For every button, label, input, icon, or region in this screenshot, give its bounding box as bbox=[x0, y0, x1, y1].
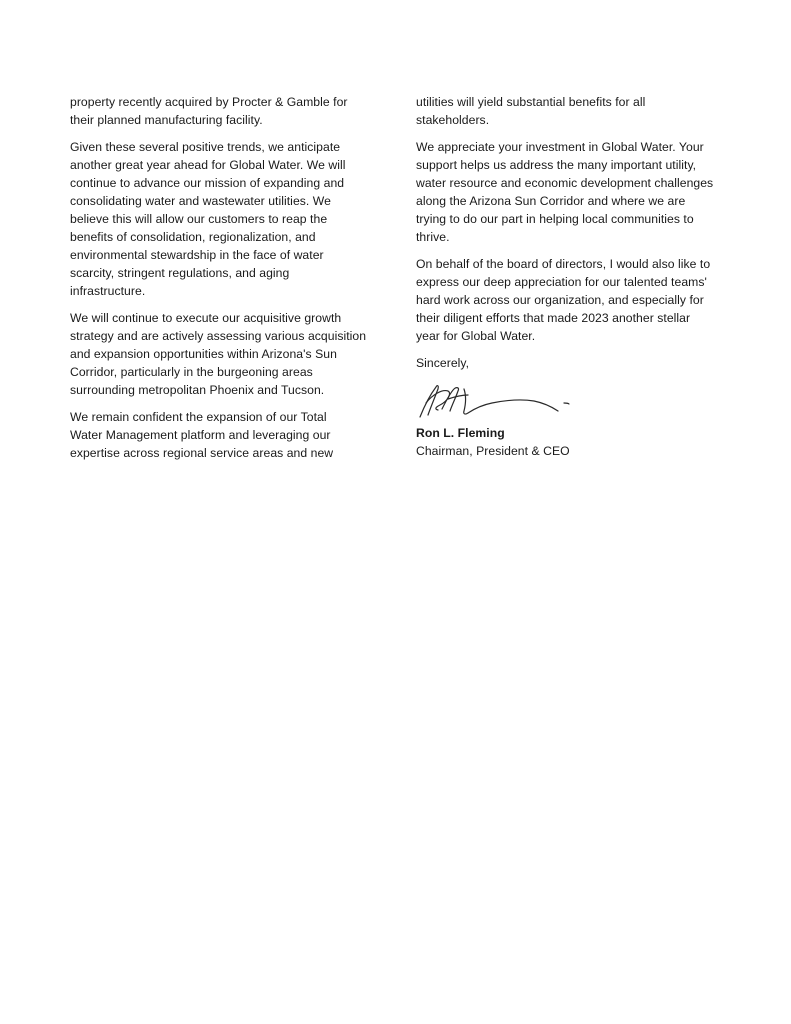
text-line: Water Management platform and leveraging our bbox=[70, 428, 331, 442]
text-line: express our deep appreciation for our talented teams' bbox=[416, 275, 707, 289]
text-line: We will continue to execute our acquisitive growth bbox=[70, 311, 342, 325]
text-line: their diligent efforts that made 2023 another stellar bbox=[416, 311, 691, 325]
text-line: their planned manufacturing facility. bbox=[70, 113, 263, 127]
text-line: another great year ahead for Global Water. We will bbox=[70, 158, 346, 172]
text-line: utilities will yield substantial benefits for all bbox=[416, 95, 646, 109]
text-line: support helps us address the many important utility, bbox=[416, 158, 697, 172]
right-column bbox=[416, 93, 736, 460]
signer-name: Ron L. Fleming bbox=[416, 426, 505, 440]
signature-image bbox=[412, 381, 582, 423]
text-line: year for Global Water. bbox=[416, 329, 536, 343]
text-line: consolidating water and wastewater utilities. We bbox=[70, 194, 331, 208]
closing bbox=[416, 354, 736, 372]
text-line: trying to do our part in helping local communities to bbox=[416, 212, 694, 226]
signer-title: Chairman, President & CEO bbox=[416, 444, 570, 458]
text-line: environmental stewardship in the face of water bbox=[70, 248, 324, 262]
paragraph bbox=[70, 138, 388, 300]
paragraph bbox=[70, 93, 388, 129]
text-line: surrounding metropolitan Phoenix and Tucson. bbox=[70, 383, 325, 397]
text-line: believe this will allow our customers to reap the bbox=[70, 212, 328, 226]
paragraph bbox=[70, 309, 388, 399]
text-line: along the Arizona Sun Corridor and where we are bbox=[416, 194, 686, 208]
paragraph bbox=[70, 408, 388, 462]
text-line: expertise across regional service areas and new bbox=[70, 446, 334, 460]
paragraph bbox=[416, 93, 736, 129]
text-line: property recently acquired by Procter & Gamble for bbox=[70, 95, 348, 109]
text-line: We appreciate your investment in Global Water. Your bbox=[416, 140, 704, 154]
text-line: benefits of consolidation, regionalization, and bbox=[70, 230, 316, 244]
paragraph bbox=[416, 255, 736, 345]
text-line: Sincerely, bbox=[416, 356, 470, 370]
text-line: On behalf of the board of directors, I would also like to bbox=[416, 257, 711, 271]
text-line: hard work across our organization, and especially for bbox=[416, 293, 704, 307]
text-line: continue to advance our mission of expanding and bbox=[70, 176, 345, 190]
text-line: scarcity, stringent regulations, and aging bbox=[70, 266, 290, 280]
text-line: stakeholders. bbox=[416, 113, 490, 127]
text-line: Given these several positive trends, we anticipate bbox=[70, 140, 341, 154]
text-line: water resource and economic development challenges bbox=[416, 176, 714, 190]
left-column bbox=[70, 93, 388, 471]
paragraph bbox=[416, 138, 736, 246]
text-line: strategy and are actively assessing various acquisition bbox=[70, 329, 367, 343]
text-line: infrastructure. bbox=[70, 284, 146, 298]
text-line: thrive. bbox=[416, 230, 450, 244]
text-line: and expansion opportunities within Arizona's Sun bbox=[70, 347, 337, 361]
text-line: We remain confident the expansion of our Total bbox=[70, 410, 327, 424]
text-line: Corridor, particularly in the burgeoning areas bbox=[70, 365, 313, 379]
